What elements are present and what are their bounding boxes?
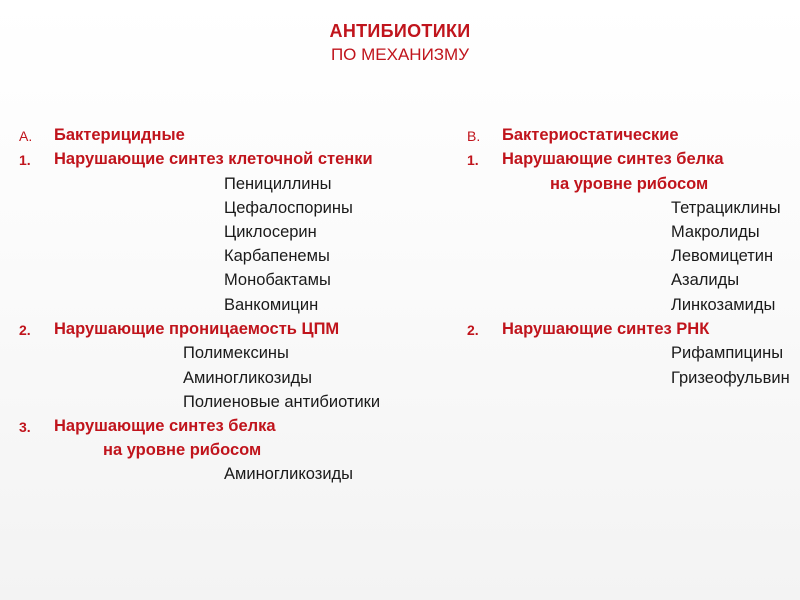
section-marker-a: A. (19, 128, 33, 144)
left-group-1-heading: Нарушающие синтез клеточной стенки (54, 150, 373, 168)
left-group-3-heading: Нарушающие синтез белка (54, 417, 276, 435)
left-group-3-heading-line2: на уровне рибосом (103, 441, 262, 459)
right-group-1-heading: Нарушающие синтез белка (502, 150, 724, 168)
section-title-bactericidal: Бактерицидные (54, 126, 185, 144)
left-group-2-number: 2. (19, 322, 31, 338)
list-item: Тетрациклины (671, 199, 781, 217)
left-group-3-number: 3. (19, 419, 31, 435)
list-item: Ванкомицин (224, 296, 319, 314)
section-title-bacteriostatic: Бактериостатические (502, 126, 679, 144)
list-item: Левомицетин (671, 247, 774, 265)
list-item: Полимексины (183, 344, 289, 362)
list-item: Линкозамиды (671, 296, 776, 314)
right-group-2-number: 2. (467, 322, 479, 338)
list-item: Цефалоспорины (224, 199, 353, 217)
right-group-1-number: 1. (467, 152, 479, 168)
slide-title: АНТИБИОТИКИ (329, 21, 471, 41)
right-group-1-heading-line2: на уровне рибосом (550, 175, 709, 193)
list-item: Полиеновые антибиотики (183, 393, 381, 411)
list-item: Рифампицины (671, 344, 784, 362)
left-group-1-number: 1. (19, 152, 31, 168)
list-item: Монобактамы (224, 271, 331, 289)
list-item: Азалиды (671, 271, 740, 289)
left-group-2-heading: Нарушающие проницаемость ЦПМ (54, 320, 340, 338)
slide-subtitle: ПО МЕХАНИЗМУ (330, 45, 470, 64)
list-item: Макролиды (671, 223, 760, 241)
section-marker-b: B. (467, 128, 481, 144)
list-item: Гризеофульвин (671, 369, 790, 387)
list-item: Пенициллины (224, 175, 332, 193)
list-item: Аминогликозиды (183, 369, 313, 387)
list-item: Циклосерин (224, 223, 317, 241)
list-item: Карбапенемы (224, 247, 330, 265)
list-item: Аминогликозиды (224, 465, 354, 483)
right-group-2-heading: Нарушающие синтез РНК (502, 320, 710, 338)
